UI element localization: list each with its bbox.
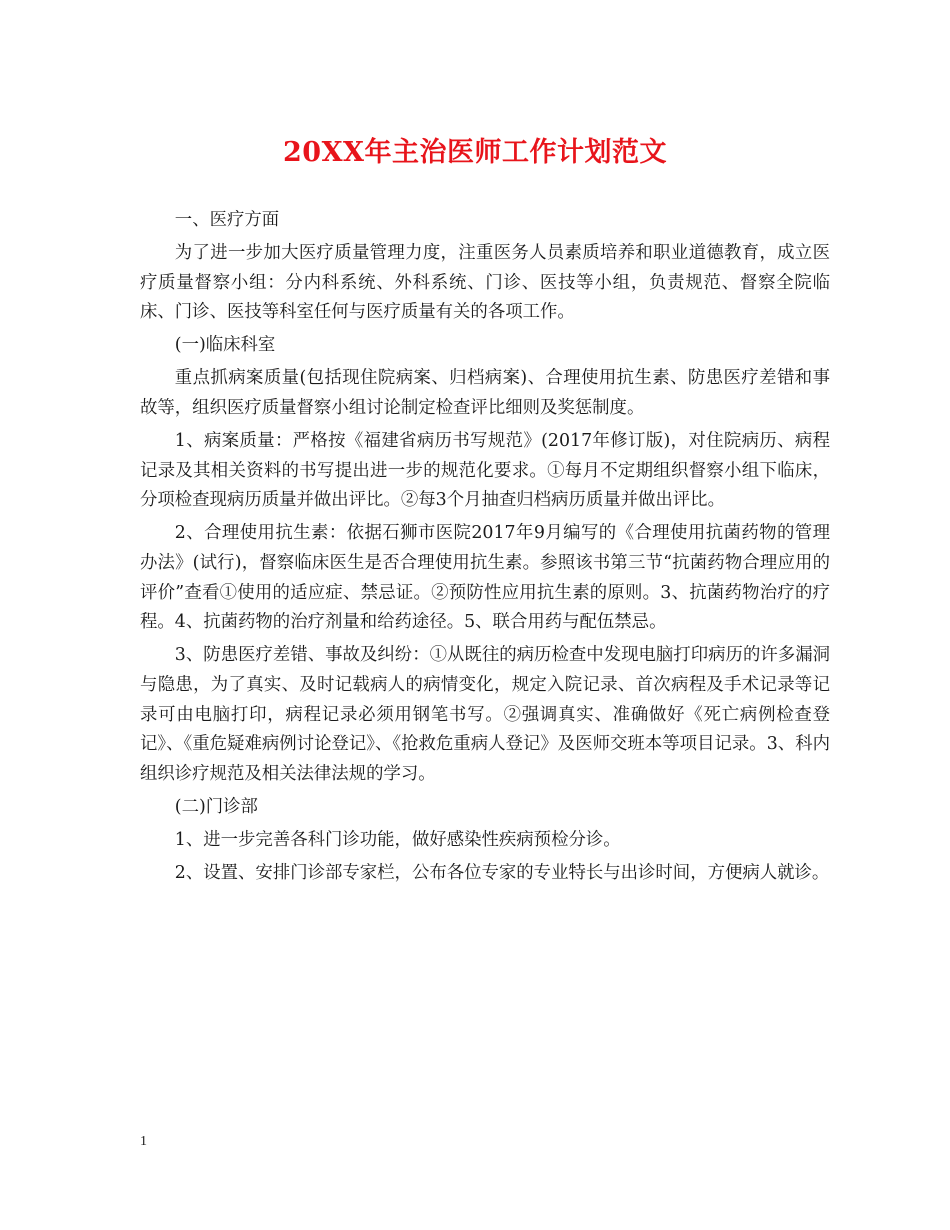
paragraph: 1、病案质量：严格按《福建省病历书写规范》(2017年修订版)，对住院病历、病程记录及其相关资料的书写提出进一步的规范化要求。①每月不定期组织督察小组下临床，分项检查现病历质量并做出评比。②每3个月抽查归档病历质量并做出评比。 bbox=[140, 431, 830, 511]
page-number: 1 bbox=[140, 1134, 147, 1149]
paragraph: 重点抓病案质量(包括现住院病案、归档病案)、合理使用抗生素、防患医疗差错和事故等，组织医疗质量督察小组讨论制定检查评比细则及奖惩制度。 bbox=[140, 368, 830, 419]
document-body bbox=[140, 206, 830, 892]
paragraph: 为了进一步加大医疗质量管理力度，注重医务人员素质培养和职业道德教育，成立医疗质量督察小组：分内科系统、外科系统、门诊、医技等小组，负责规范、督察全院临床、门诊、医技等科室任何与医疗质量有关的各项工作。 bbox=[140, 243, 830, 323]
paragraph: 2、设置、安排门诊部专家栏，公布各位专家的专业特长与出诊时间，方便病人就诊。 bbox=[174, 862, 830, 883]
subsection-heading: (一)临床科室 bbox=[174, 335, 276, 356]
subsection-heading: (二)门诊部 bbox=[174, 796, 258, 817]
paragraph: 3、防患医疗差错、事故及纠纷：①从既往的病历检查中发现电脑打印病历的许多漏洞与隐患，为了真实、及时记载病人的病情变化，规定入院记录、首次病程及手术记录等记录可由电脑打印，病程记录必须用钢笔书写。②强调真实、准确做好《死亡病例检查登记》、《重危疑难病例讨论登记》、《抢救危重病人登记》及医师交班本等项目记录。3、科内组织诊疗规范及相关法律法规的学习。 bbox=[140, 645, 830, 784]
page-title: 20XX年主治医师工作计划范文 bbox=[283, 137, 667, 168]
paragraph: 2、合理使用抗生素：依据石狮市医院2017年9月编写的《合理使用抗菌药物的管理办法》(试行)，督察临床医生是否合理使用抗生素。参照该书第三节“抗菌药物合理应用的评价”查看①使用的适应症、禁忌证。②预防性应用抗生素的原则。3、抗菌药物治疗的疗程。4、抗菌药物的治疗剂量和给药途径。5、联合用药与配伍禁忌。 bbox=[140, 523, 830, 633]
paragraph: 1、进一步完善各科门诊功能，做好感染性疾病预检分诊。 bbox=[174, 829, 621, 850]
section-heading: 一、医疗方面 bbox=[174, 210, 280, 230]
